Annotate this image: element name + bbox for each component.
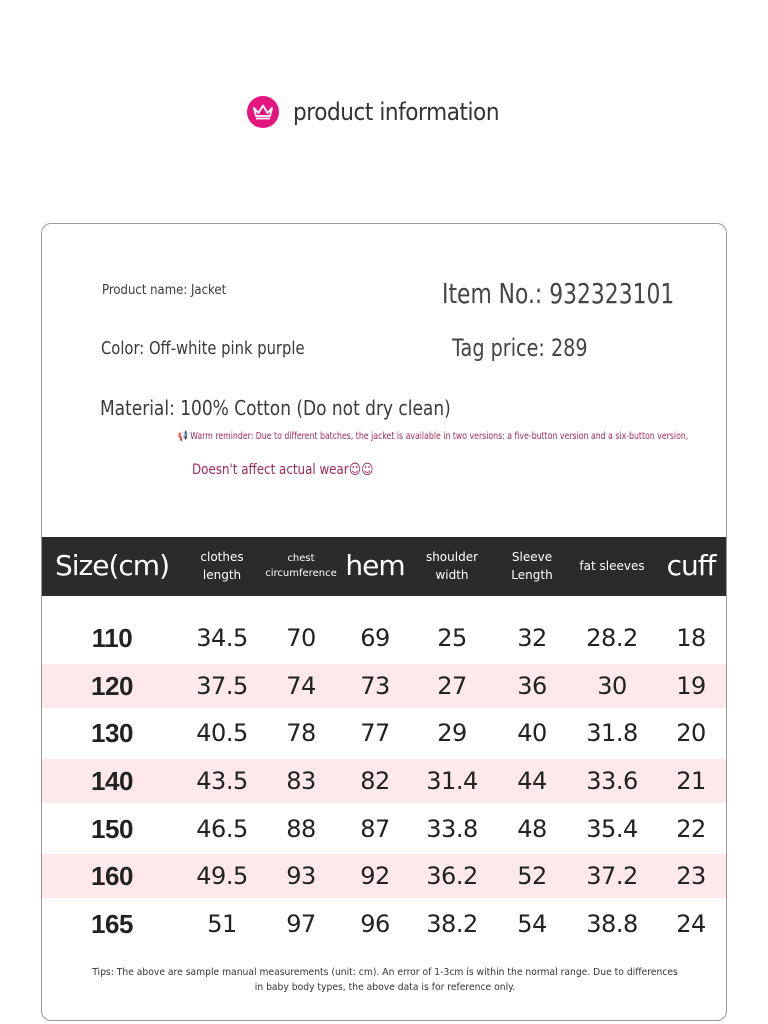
cell-shoulder-width: 38.2 [426, 910, 478, 938]
cell-clothes-length: 51 [207, 910, 237, 938]
table-row [42, 854, 727, 898]
cell-sleeve-length: 36 [517, 672, 547, 700]
cell-clothes-length: 43.5 [196, 767, 248, 795]
table-row [42, 759, 727, 803]
cell-clothes-length: 46.5 [196, 815, 248, 843]
cell-cuff: 23 [676, 862, 706, 890]
section-header [0, 92, 768, 132]
cell-size: 165 [91, 908, 133, 939]
cell-shoulder-width: 27 [437, 672, 467, 700]
cell-sleeve-length: 44 [517, 767, 547, 795]
cell-cuff: 21 [676, 767, 706, 795]
cell-shoulder-width: 25 [437, 624, 467, 652]
product-color: Color: Off-white pink purple [101, 338, 305, 359]
product-info-card [41, 223, 727, 1021]
cell-clothes-length: 49.5 [196, 862, 248, 890]
table-row [42, 711, 727, 755]
column-header-fat-sleeves: fat sleeves [579, 558, 645, 573]
table-row [42, 664, 727, 708]
cell-cuff: 22 [676, 815, 706, 843]
cell-fat-sleeves: 37.2 [586, 862, 638, 890]
cell-sleeve-length: 48 [517, 815, 547, 843]
cell-hem: 87 [360, 815, 390, 843]
tag-price: Tag price: 289 [452, 334, 588, 362]
cell-chest-circumference: 88 [286, 815, 316, 843]
item-number: Item No.: 932323101 [442, 277, 675, 310]
cell-shoulder-width: 31.4 [426, 767, 478, 795]
cell-hem: 73 [360, 672, 390, 700]
size-table-header [42, 537, 727, 596]
cell-chest-circumference: 70 [286, 624, 316, 652]
column-header-hem: hem [345, 549, 405, 583]
column-header-size: Size(cm) [55, 549, 169, 583]
table-row [42, 616, 727, 660]
cell-hem: 77 [360, 719, 390, 747]
cell-cuff: 20 [676, 719, 706, 747]
cell-fat-sleeves: 38.8 [586, 910, 638, 938]
cell-size: 110 [91, 622, 133, 653]
cell-cuff: 18 [676, 624, 706, 652]
cell-sleeve-length: 40 [517, 719, 547, 747]
crown-icon [247, 96, 279, 128]
column-header-chest-circumference: chest circumference [265, 553, 337, 579]
cell-shoulder-width: 36.2 [426, 862, 478, 890]
table-row [42, 807, 727, 851]
cell-fat-sleeves: 30 [597, 672, 627, 700]
cell-cuff: 19 [676, 672, 706, 700]
cell-hem: 92 [360, 862, 390, 890]
cell-fat-sleeves: 31.8 [586, 719, 638, 747]
cell-fat-sleeves: 28.2 [586, 624, 638, 652]
warm-reminder: 📢 Warm reminder: Due to different batches, the jacket is available in two versions: a five-button version and a six-button version, [178, 431, 689, 442]
cell-sleeve-length: 52 [517, 862, 547, 890]
cell-clothes-length: 37.5 [196, 672, 248, 700]
cell-shoulder-width: 33.8 [426, 815, 478, 843]
cell-size: 160 [91, 860, 133, 891]
cell-sleeve-length: 54 [517, 910, 547, 938]
column-header-shoulder-width: shoulder width [425, 550, 479, 582]
cell-fat-sleeves: 33.6 [586, 767, 638, 795]
cell-chest-circumference: 93 [286, 862, 316, 890]
cell-size: 130 [91, 717, 133, 748]
warm-reminder-continued: Doesn't affect actual wear☺☺ [192, 462, 374, 478]
cell-hem: 82 [360, 767, 390, 795]
cell-fat-sleeves: 35.4 [586, 815, 638, 843]
column-header-sleeve-length: Sleeve Length [511, 550, 553, 582]
column-header-cuff: cuff [666, 549, 716, 583]
cell-hem: 69 [360, 624, 390, 652]
cell-size: 140 [91, 765, 133, 796]
cell-size: 120 [91, 670, 133, 701]
cell-chest-circumference: 74 [286, 672, 316, 700]
product-material: Material: 100% Cotton (Do not dry clean) [100, 396, 451, 420]
product-name: Product name: Jacket [102, 283, 227, 298]
cell-sleeve-length: 32 [517, 624, 547, 652]
column-header-clothes-length: clothes length [200, 550, 244, 582]
cell-hem: 96 [360, 910, 390, 938]
cell-chest-circumference: 83 [286, 767, 316, 795]
cell-chest-circumference: 78 [286, 719, 316, 747]
cell-size: 150 [91, 813, 133, 844]
section-title: product information [292, 98, 499, 126]
cell-chest-circumference: 97 [286, 910, 316, 938]
measurement-tips: Tips: The above are sample manual measurements (unit: cm). An error of 1-3cm is within the normal range. Due to differences in baby body types, the above data is for reference only. [92, 967, 678, 993]
table-row [42, 902, 727, 946]
cell-shoulder-width: 29 [437, 719, 467, 747]
cell-clothes-length: 34.5 [196, 624, 248, 652]
cell-clothes-length: 40.5 [196, 719, 248, 747]
cell-cuff: 24 [676, 910, 706, 938]
